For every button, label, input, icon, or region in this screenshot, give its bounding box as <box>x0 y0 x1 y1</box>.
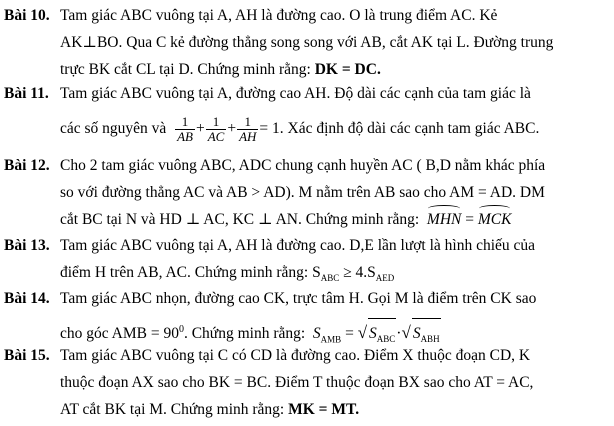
problem-text-line: các số nguyên và $\frac{1}{AB}$ + $\frac{1}{AC}$ + $\frac{1}{AH}$ = 1. Xác định độ dài các cạnh tam giác ABC. <box>60 113 540 144</box>
problem-label: Bài 12. <box>4 157 50 174</box>
problem-text-line: cho góc AMB = $90^0$. Chứng minh rằng: $S_{AMB}$ = √ $S_{ABC}\cdot√$ $S_{ABH}$ <box>60 315 441 354</box>
problem-text-line: AT cắt BK tại M. Chứng minh rằng: MK = MT. <box>60 401 360 418</box>
conclusion: MK = MT. <box>288 401 360 418</box>
problem-text-line: Cho 2 tam giác vuông ABC, ADC chung cạnh huyền AC ( B,D nằm khác phía <box>60 157 546 174</box>
sqrt-icon: √ <box>401 323 411 343</box>
problem-label: Bài 10. <box>4 7 50 24</box>
problem-text-line: cắt BC tại N và HD ⊥ AC, KC ⊥ AN. Chứng minh rằng: MHN = MCK <box>60 208 511 232</box>
problem-text-line: AK⊥BO. Qua C kẻ đường thẳng song song với AB, cắt AK tại L. Đường trung <box>60 34 554 51</box>
conclusion: DK = DC. <box>314 61 381 78</box>
problem-text-line: Tam giác ABC nhọn, đường cao CK, trực tâm H. Gọi M là điểm trên CK sao <box>60 290 537 307</box>
problem-text-line: trực BK cắt CL tại D. Chứng minh rằng: DK = DC. <box>60 61 381 78</box>
fraction: $\frac{1}{AB}$ <box>177 113 193 144</box>
problem-text-line: so với đường thẳng AC và AB > AD). M nằm trên AB sao cho AM = AD. DM <box>60 184 545 201</box>
fraction: $\frac{1}{AC}$ <box>207 113 225 144</box>
problem-text-line: Tam giác ABC vuông tại A, AH là đường cao. O là trung điểm AC. Kẻ <box>60 7 498 24</box>
problem-text-line: Tam giác ABC vuông tại A, đường cao AH. Độ dài các cạnh của tam giác là <box>60 85 531 102</box>
problem-text-line: Tam giác ABC vuông tại A, AH là đường cao. D,E lần lượt là hình chiếu của <box>60 237 536 254</box>
problem-label: Bài 14. <box>4 290 50 307</box>
problem-text-line: thuộc đoạn AX sao cho BK = BC. Điểm T thuộc đoạn BX sao cho AT = AC, <box>60 374 534 391</box>
problem-label: Bài 13. <box>4 237 50 254</box>
angle-arc: MCK <box>478 208 512 232</box>
problem-label: Bài 15. <box>4 347 50 364</box>
problem-label: Bài 11. <box>4 85 49 102</box>
fraction: $\frac{1}{AH}$ <box>239 113 257 144</box>
angle-arc: MHN <box>427 208 461 232</box>
sqrt-icon: √ <box>357 323 368 343</box>
problem-text-line: Tam giác ABC vuông tại C có CD là đường cao. Điểm X thuộc đoạn CD, K <box>60 347 531 364</box>
problem-text-line: điểm H trên AB, AC. Chứng minh rằng: $S_{ABC} \ge 4.S_{AED}$ <box>60 264 395 284</box>
